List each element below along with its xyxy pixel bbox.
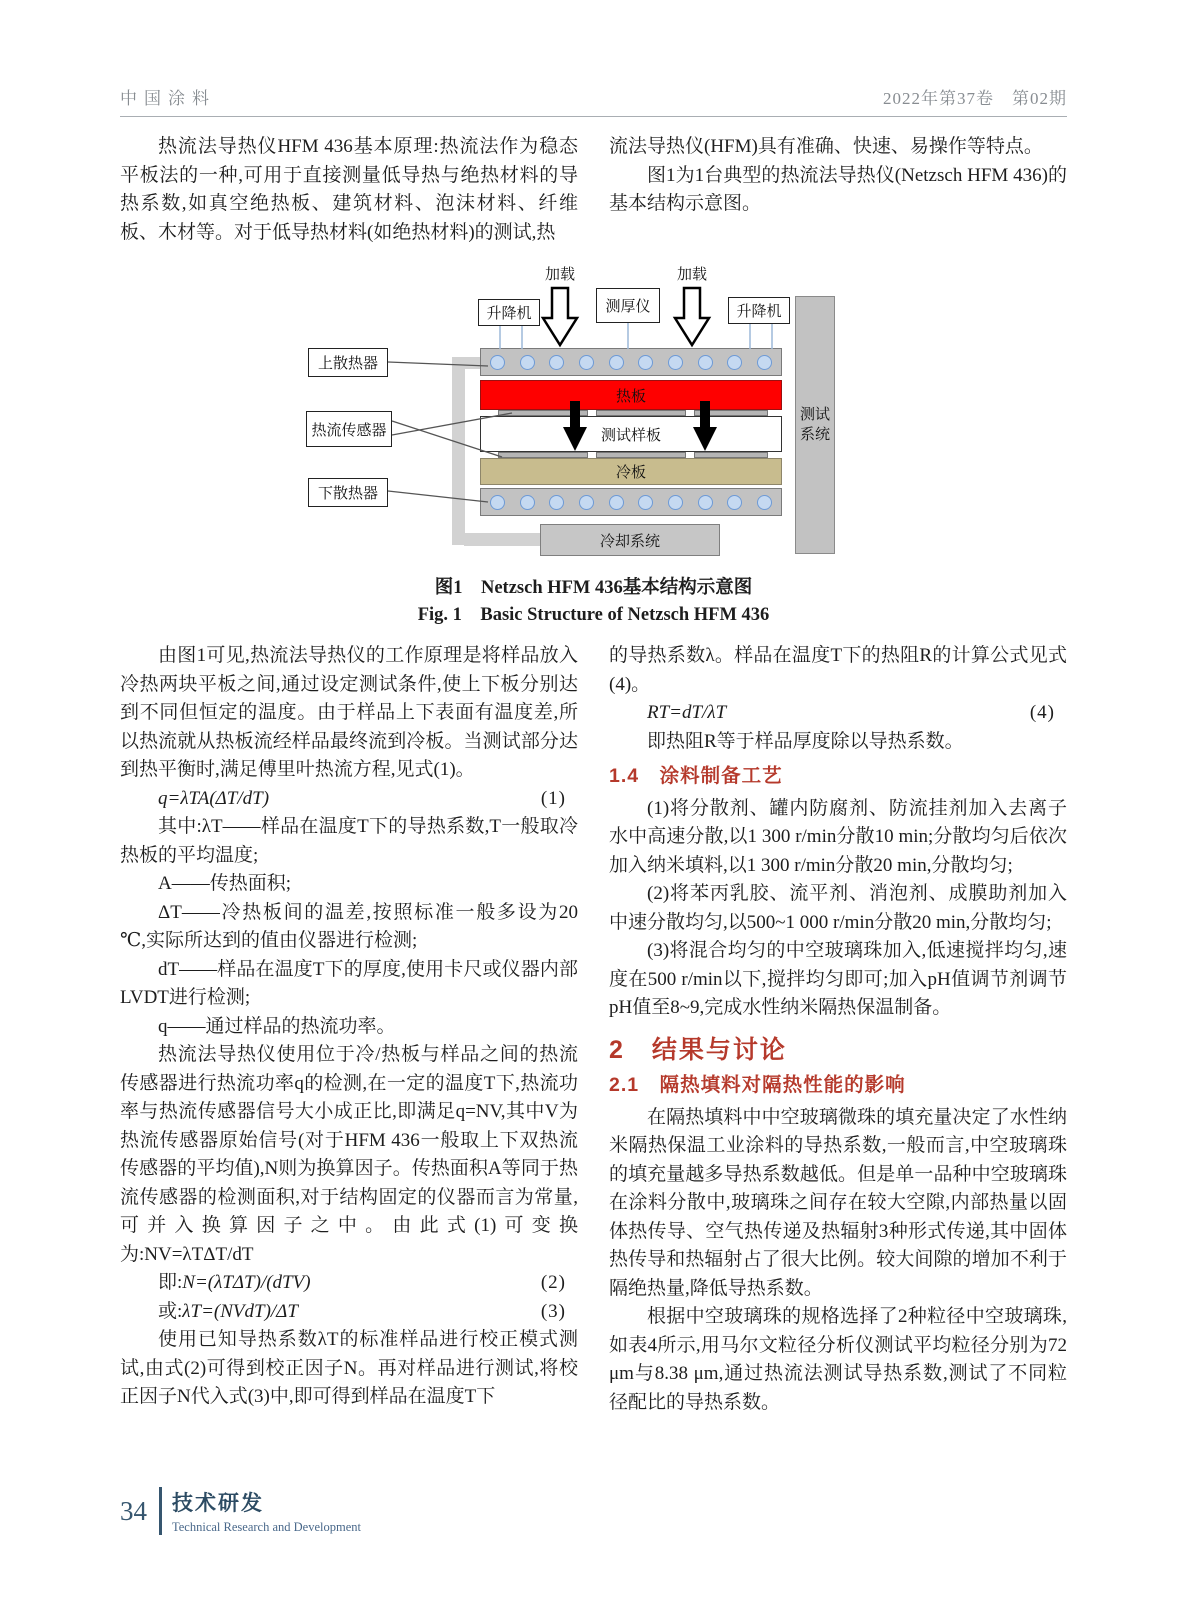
paragraph: 使用已知导热系数λT的标准样品进行校正模式测试,由式(2)可得到校正因子N。再对样品进行测试,将校正因子N代入式(3)中,即可得到样品在温度T下 (120, 1329, 578, 1407)
radiator-ball (638, 495, 653, 510)
radiator-ball (490, 495, 505, 510)
intro-right-column (609, 133, 1067, 247)
upper-radiator-bar (480, 348, 782, 376)
paragraph: 热流法导热仪使用位于冷/热板与样品之间的热流传感器进行热流功率q的检测,在一定的温度T下,热流功率与热流传感器信号大小成正比,即满足q=NV,其中V为热流传感器原始信号(对于HFM 436一般取上下双热流传感器的平均值),N则为换算因子。传热面积A等同于热流传感器的检测面积,对于结构固定的仪器而言为常量,可并入换算因子之中。由此式(1)可变换为:NV=λTΔT/dT (120, 1044, 578, 1265)
body-right-column (609, 642, 1067, 1417)
radiator-ball (520, 355, 535, 370)
lower-radiator-balls (481, 489, 781, 515)
test-sample-bar (480, 416, 782, 452)
hot-plate-label: 热板 (615, 388, 646, 405)
equation-4 (609, 699, 1067, 728)
equation-formula: RT=dT/λT (647, 702, 727, 723)
paragraph: (2)将苯丙乳胶、流平剂、消泡剂、成膜助剂加入中速分散均匀,以500~1 000 r/min分散20 min,分散均匀; (609, 883, 1067, 933)
radiator-ball (609, 355, 624, 370)
radiator-ball (698, 355, 713, 370)
radiator-ball (668, 495, 683, 510)
load-arrow-icon (675, 288, 709, 345)
test-system-bar (795, 296, 835, 554)
paragraph: 热流法导热仪HFM 436基本原理:热流法作为稳态平板法的一种,可用于直接测量低导热与绝热材料的导热系数,如真空绝热板、建筑材料、泡沫材料、纤维板、木材等。对于低导热材料(如绝热材料)的测试,热 (120, 136, 578, 243)
hfm-diagram (120, 261, 1067, 566)
connector-layer (120, 261, 1067, 566)
equation-number: (1) (540, 787, 566, 809)
radiator-ball (549, 355, 564, 370)
paragraph: A——传热面积; (158, 873, 292, 894)
radiator-ball (757, 355, 772, 370)
paragraph: 流法导热仪(HFM)具有准确、快速、易操作等特点。 (609, 136, 1043, 157)
test-sample-label: 测试样板 (600, 427, 661, 444)
equation-3 (120, 1298, 578, 1327)
radiator-ball (549, 495, 564, 510)
lifter-right-box: 升降机 (728, 297, 790, 324)
lifter-left-box: 升降机 (478, 299, 540, 326)
footer-section-zh: 技术研发 (172, 1492, 264, 1515)
cooling-system-box (540, 524, 720, 556)
hot-plate-bar (480, 380, 782, 410)
intro-row (120, 133, 1067, 247)
cold-plate-bar (480, 458, 782, 485)
intro-left-column (120, 133, 578, 247)
equation-number: (2) (540, 1272, 566, 1293)
radiator-ball (638, 355, 653, 370)
figure-caption-en: Fig. 1 Basic Structure of Netzsch HFM 436 (417, 605, 770, 625)
heat-flux-sensor-label-box: 热流传感器 (306, 411, 392, 447)
paragraph: 由图1可见,热流法导热仪的工作原理是将样品放入冷热两块平板之间,通过设定测试条件,使上下板分别达到不同但恒定的温度。由于样品上下表面有温度差,所以热流就从热板流经样品最终流到冷板。当测试部分达到热平衡时,满足傅里叶热流方程,见式(1)。 (120, 645, 578, 780)
equation-prefix: 即: (158, 1272, 183, 1293)
equation-2 (120, 1269, 578, 1298)
paragraph: 即热阻R等于样品厚度除以导热系数。 (647, 730, 964, 752)
journal-title: 中国涂料 (120, 89, 216, 108)
section-heading-2: 2 结果与讨论 (609, 1035, 787, 1064)
body-row (120, 642, 1067, 1417)
equation-prefix: 或: (158, 1300, 183, 1322)
load-label-right: 加载 (676, 267, 707, 283)
radiator-ball (698, 495, 713, 510)
lower-radiator-bar (480, 488, 782, 516)
page-footer (120, 1487, 361, 1535)
equation-formula: N=(λTΔT)/(dTV) (182, 1272, 311, 1293)
footer-divider (159, 1487, 162, 1535)
radiator-ball (520, 495, 535, 510)
hanger-lines (500, 323, 772, 349)
radiator-ball (579, 355, 594, 370)
section-heading-1-4: 1.4 涂料制备工艺 (609, 765, 783, 787)
issue-info: 2022年第37卷 第02期 (883, 89, 1067, 108)
radiator-ball (727, 495, 742, 510)
pipe-layer (120, 261, 1067, 566)
equation-1 (120, 785, 578, 814)
figure-caption-zh: 图1 Netzsch HFM 436基本结构示意图 (434, 578, 753, 598)
page-content (120, 133, 1067, 1417)
lower-radiator-label-box: 下散热器 (308, 478, 388, 507)
radiator-ball (668, 355, 683, 370)
paragraph: (1)将分散剂、罐内防腐剂、防流挂剂加入去离子水中高速分散,以1 300 r/min分散10 min;分散均匀后依次加入纳米填料,以1 300 r/min分散20 min,分散均匀; (609, 797, 1067, 876)
cooling-system-label: 冷却系统 (599, 533, 660, 550)
paragraph: q——通过样品的热流功率。 (158, 1015, 396, 1037)
test-system-label: 测试系统 (799, 407, 830, 443)
upper-radiator-balls (481, 349, 781, 375)
figure-1 (120, 261, 1067, 629)
cold-plate-label: 冷板 (615, 465, 646, 481)
radiator-ball (757, 495, 772, 510)
radiator-ball (490, 355, 505, 370)
paragraph: 的导热系数λ。样品在温度T下的热阻R的计算公式见式(4)。 (609, 645, 1067, 695)
radiator-ball (727, 355, 742, 370)
paragraph: 图1为1台典型的热流法导热仪(Netzsch HFM 436)的基本结构示意图。 (609, 164, 1067, 214)
radiator-ball (579, 495, 594, 510)
paragraph: 在隔热填料中中空玻璃微珠的填充量决定了水性纳米隔热保温工业涂料的导热系数,一般而言,中空玻璃珠的填充量越多导热系数越低。但是单一品种中空玻璃珠在涂料分散中,玻璃珠之间存在较大空隙,内部热量以固体热传导、空气热传递及热辐射3种形式传递,其中固体热传导和热辐射占了很大比例。较大间隙的增加不利于隔绝热量,降低导热系数。 (609, 1106, 1067, 1299)
equation-formula: q=λTA(ΔT/dT) (158, 787, 270, 809)
paragraph: 根据中空玻璃珠的规格选择了2种粒径中空玻璃珠,如表4所示,用马尔文粒径分析仪测试平均粒径分别为72 μm与8.38 μm,通过热流法测试导热系数,测试了不同粒径配比的导热系数。 (609, 1306, 1067, 1413)
load-arrow-icon (543, 288, 577, 345)
paragraph: dT——样品在温度T下的厚度,使用卡尺或仪器内部LVDT进行检测; (120, 958, 578, 1008)
footer-page-number: 34 (120, 1495, 147, 1526)
upper-radiator-label-box: 上散热器 (308, 348, 388, 377)
radiator-ball (609, 495, 624, 510)
paragraph: 其中:λT——样品在温度T下的导热系数,T一般取冷热板的平均温度; (120, 816, 578, 866)
thickness-gauge-box: 测厚仪 (596, 288, 660, 323)
equation-formula: λT=(NVdT)/ΔT (182, 1300, 298, 1322)
load-label-left: 加载 (544, 267, 575, 283)
page-header (120, 84, 1067, 117)
paragraph: (3)将混合均匀的中空玻璃珠加入,低速搅拌均匀,速度在500 r/min以下,搅拌均匀即可;加入pH值调节剂调节pH值至8~9,完成水性纳米隔热保温制备。 (609, 940, 1067, 1018)
equation-number: (4) (1029, 702, 1055, 723)
paragraph: ΔT——冷热板间的温差,按照标准一般多设为20 ℃,实际所达到的值由仪器进行检测; (120, 901, 578, 951)
body-left-column (120, 642, 578, 1417)
equation-number: (3) (540, 1300, 566, 1322)
section-heading-2-1: 2.1 隔热填料对隔热性能的影响 (609, 1074, 906, 1096)
footer-section-en: Technical Research and Development (172, 1520, 361, 1534)
